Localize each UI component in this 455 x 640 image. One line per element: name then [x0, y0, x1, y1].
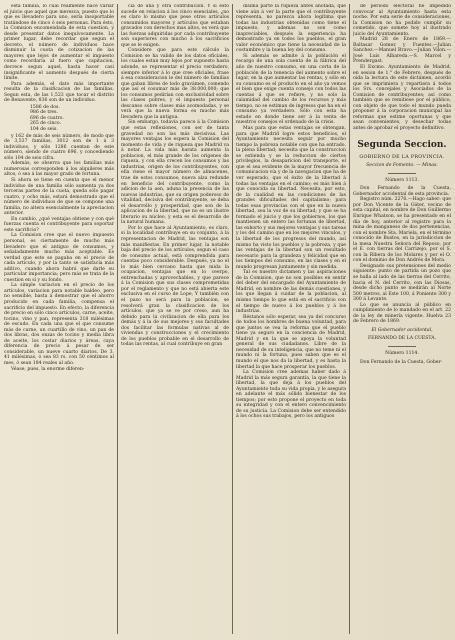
figure-line: 696 de cuatro.: [30, 115, 64, 121]
government-title: GOBIERNO DE LA PROVINCIA.: [359, 154, 445, 160]
paragraph: La Comision cree que el nuevo impuesto personal, es ciertamente de mucho más llevadero que el antiguo de consumos, y señaladamente mucho más aceptable. Es verdad que este se pagaba en el precio de cada artículo, y por la tanto se satisfacía más aditivo, cuando ahora habrá que darle su particular importancia; pero más se trata de la cuestion en sí y su fondo.: [4, 233, 114, 283]
column-rule: [232, 4, 233, 634]
paragraph: La Comision cree ademas haber dado á Madrid la más segura garantía, la que tiene la libertad, la que deja á los pueblos del Ayuntamiento toda su vida propia, y le asegura en adelante el más sólido bienestar de los tiempos; por esto propone el proyecto en toda su integridad y con el entero convencimiento de su justicia. La Comision debe ser entendido á los ochos sus trabajos, pero los antiguos: [236, 370, 346, 420]
paragraph: Para además, el dato más importante resulta de la clasificacion de las familias. Segun esta, de las 1,523 que tocar el distrito de Benavente, 836 son de un individuo.: [4, 81, 114, 104]
signatories-paragraph: Madrid 28 de Enero de 1869.—Baltasar Gomez y Fuentes.—Julian Sanchez.—Manuel Bravo.—Julian Vilon.—José Luis Albareda.—S. Marcel y Prendergast.: [353, 37, 451, 65]
governor-label: El Gobernador accidental,: [371, 327, 433, 333]
figure-line: 265 de cinco.: [30, 121, 62, 127]
governor-name: FERNANDO DE LA CUESTA.: [367, 336, 437, 342]
notice-number: Número 1113.: [385, 177, 419, 183]
paragraph: La simple variacion en el precio de los artículos, variacion para notable baldeo, pero no sensible, basta á demostrar que el ahorro producido en cada familia, compensa el sacrificio del impuesto. En efecto, la diferencia de precio en sólo cinco artículos, carne, aceite, tocino, vino y pan, representa 318 milésimas de escudo. En cada una que el que consume más de carne, un cuartillo de vino, un pan de dos libras, dos onzas de tocino y media libra de aceite, los costar diarios y áreas, caya diferencia de precio á pesar de ser considerable, un nueve cuarto diarios. De 3. 41 milésimas, ó sea 83 rs. con 50 céntimos al mes, ó sean 184 reales al año.: [4, 283, 114, 366]
paragraph: Véase, pues, la enorme diferen-: [11, 366, 85, 372]
family-figures-list: [30, 105, 114, 133]
paragraph: Don Fernando de la Cuesta, Gobernador accidental de esta provincia.: [353, 186, 451, 197]
paragraph: Designado sus pretensiones del medio siguiente: punto de partida un pozo que se halla al lado de las tierras del Cerrito, hacia el N. del Cerrito, con las Diosas, desde dicho punto se medirán al Norte 500 metros, al Este 100, á Poniente 300 y 300 á Levante.: [353, 263, 451, 303]
column-1: [4, 4, 114, 634]
column-rule: [349, 4, 350, 634]
paragraph: Si ahora se tiene en cuenta que el menor individuo de una familia sólo aumenta ya dos terceras partes de la cuota, queda sólo pagar cuatro, y ocho más, estará demostrado que el número de individuos de que se compone una familia, no altera esencialmente la apreciacion anterior.: [4, 177, 114, 217]
paragraph: esta familia, lo cual realmente hace variar el juicio que aquel que merezca, puesto que lo que es llevadero para uno, sería insoportable tratándose de cinco ó seis personas. Para ésto, la Comision encomendada de esta cuestion, y desde presentar datos inequívocamente. La primer lugar, debe recordar que segun el decreto, el número de individuos hace disminuir la cuota de cotizacion de las mayores que lejos de aumentar el impuesto como recordaria al fuero que capitacion, decrece segun aquel, hasta hacer casi insignificante el aumento después de cierta límite.: [4, 4, 114, 82]
paragraph: cia de una y otra contribucion. Y si esto sucede en relacion á los cinco esenciales, ¿no es claro lo mismo que pese otros artículos consumidos mayores y artículos que estaban gravados con derechos mas altos, es verá que las fuerzas adquiridas por cada contribuyente son superiores con mucho á los sacrificios que se le exigen.: [121, 4, 229, 48]
paragraph: Lo que se anuncia al público en cumplimiento de lo mandado en el art. 22 de la ley de minería vigente. Huelva 23 de Febrero de 1869.: [353, 302, 451, 325]
paragraph: Mas para que estas ventajas se obtengan, para que Madrid logre estos beneficios, el Ayuntamiento necesita seguir por mucho tiempo la pobreza notable con que ha entrado, la plena libertad; necesita que la construccion se extienda y se la reduccion de ciertos privilegios, la desaparicion del transporte, el que el sea evidente de la mayor frecuencia de comunicacion vía y de la navegacion que ha de ver esperado, que el éxito de la libertad á todas las ventajas en el camino; es más bien á que conocida su libertad. Necesita, por esto, de la cualidad en las condiciones de las grandes dificultades del capitalismo; para todas esas provincias con el que en la nueva libertad, sea la voz de su libertad; y que se ha formado el juicio y que los gobiernos, los que mantienen un entero las fortunas de libertad, las exhorto y sus mejores ventajas y sus tareas y los del camino que en los mejores vinculos, y la libertad de los progresos del mundo, así mismo ha visto los pueblos y la pobreza, y que las ventajas de la libertad son un resultado necesario para la grandeza y felicidad que en los tiempos del consumo, en las clases y en el mundo progresan juntamente y sin medida.: [236, 126, 346, 270]
paragraph: Registro núm. 2276.—Hago saber: que por Don Vicente de la Gáter, vecino de esta capital, en nombre de Don Guillermo Enrique Whatson, se ha presentado en el dia de hoy, anterior al registro para la mina de manganeso de dos pertenencias, con el nombre Sta. Mariela, en el término conocido de Bustos, en la jurisdiccion de la mesa Nuestra Señora del Reposo, por el E. con tierras del Carrizejo, por el S. con la Ribera de los Molares y por el O. con el dominio de Don Andrés de Mora.: [353, 197, 451, 264]
paragraph: En cambio, ¿qué ventajas obtiene y con qué fuerzas cuenta el contribuyente para soportar este sacrificio?: [4, 216, 114, 233]
paragraph: Si además se admite á la población el recargo de una sola cuenta de la fábrica del año de nuestro consumo, en una corta de la población de la tenencia del aumento sobre el lugar, en la que aumentar las rentas, y sólo en su consumo es el producto en el año ya vemos el bien que exige cuenta consejo con todos las cuentas á que se refiere, y no solo la calamidad del cambio de los recursos y más tiempo, no se estiman de ingresos que ha en el consumo ya verdadero. Sólo con esta ha estado en donde tiene ser á la venta de nuestros consejos el ordenado de la crisis.: [236, 53, 346, 126]
paragraph: Por lo que hace al Ayuntamiento, es claro, si la localidad contribuye en su conjunto, á la representacion de Madrid, las ventajas son más manifiestas. En primer lugar, la notable baja del precio de los artículos, segun el caso de consumo actual, está comprendida para cuentas poco considerable. Después, ya no el lo más bien cercano hasta que mida la ocupacion, ventajas que en lo ceerpo, entrenchadas y aprovechables, y que parece á la Comision que sus clases comprometidas por el reglamento y que no está abierta este exclusiva en el curso de Lope, Y también con el paso no será para la poblacion, se resolverá gran la clasificacion de los artículos, que ya se ve por creso, aun ha debido para la civilizacion de ella para los demás y á la de sus mejores y sus facultades dos facilitar las formulas nativas al de viviendas y construcciones y el crecimiento de los pueblos probable en el desarrollo de todas las rentas, al cual contribuye en gran: [121, 225, 229, 348]
column-2: [121, 4, 229, 634]
divider: [388, 346, 416, 347]
divider: [388, 173, 416, 174]
paragraph: Además, se observa que los familias más numerosas corresponden á los alquileres más altos, ó sea á las mayor grado de fortuna.: [4, 161, 114, 178]
column-3: [236, 4, 346, 634]
paragraph: Sin embargo, todavía parece á la Comision que estas reflexiones, con ser de tanta gravedad no son las más decisivas. Las mayores ventajas los espera la Comision del momento de vida y de riqueza que Madrid va á notar. La vida más barata aumenta la poblacion, el más grande de los origenes de riqueza, y con ella crecen los consumos y las industrias, origen de los contribuyentes, con ella viene el mayor número de almacenes, trae de estos consumos; nueva alza redunde en beneficio del contribuyente, como la adicion de la aen, aduna la presencia de las nuevas industrias, que su origen poderoso de vitalidad, decisiva del contribuyente, se deba el desarrollo y prosperidad, que son de la aplicacion de la libertad, que no es un ilustre literario su núcleo, y esta es el desarrollo de la natural humana.: [121, 120, 229, 226]
column-4: [353, 4, 451, 634]
paragraph: Tal es nuestro dictamen y las aspiraciones de la Comision, que no son posibles en sentir del deber del encargado del Ayuntamiento de Madrid, en nombre de las demás cuestiones, y los que llegan á cuidar de la poblacion, al mismo tiempo lo que está en el sacrificio con el tiempo de nuevo á los pueblos y á los industrias.: [236, 270, 346, 315]
paragraph: El Excmo. Ayuntamiento de Madrid, en sesion de 1.° de Febrero, después de oida la lectura de este dictámen, acordó que se imprimiera y repartiera á todos los Srs. concejales y Asociados de la Comision de contribuyentes; así como también que se remitiese por el público, con objeto de que todo el mundo pueda proponer á la corporacion municipal las reformas que estime oportunas y que sean convenientes, y desechar todas antes de aprobar el proyecto definitivo.: [353, 65, 451, 132]
paragraph: y 162 de más de seis número, de modo que de 3,537 familias, 3012 son de 1 á 3 individuos, y sólo 1286 cuentan de este número, siendo de cuatro 696, y concediendo sólo 104 de seis cifra.: [4, 133, 114, 161]
section-title: Segunda Seccion.: [357, 139, 447, 150]
paragraph: Considere que para este cálculo la Comision se ha valido de los datos oficiales, los cuales estan muy lejos por supuesto hasta adonde, se representar el precio verdadero, siempre inferior á lo que cree oficiales, frase á esa consideracion le del número de familias que gaban libres de todo gravámen, comendo que así el cosumar más de 38.000,000; que los consumos pedirían con exclusividad sobre las clases pobres, y el impuesto personal descanso sobre clases más acomodadas, y se verá que la nueva forma es mucho más llevadera que la antigua.: [121, 48, 229, 120]
paragraph: Don Fernando de la Cuesta, Gober-: [360, 359, 443, 365]
subsection-title: Seccion de Fomento. — Minas.: [366, 163, 438, 169]
figure-line: 104 de seis.: [30, 127, 58, 133]
paragraph: dísima parte la riqueza antes anotada, que viene aún á ver la parte que el contribuyente representa, no parezca ahora legítima que todas las industrias obtenidas como tiene el impuesto, y ademas no son como inapreciables, después la experiencia ha demostrado ya en todos los pueblos, el gran valor económico que tiene la necesidad de la costumbre y la buena ley del consumo.: [236, 4, 346, 54]
figure-line: 1586 de dos.: [30, 104, 60, 110]
figure-line: 986 de tres.: [30, 110, 58, 116]
paragraph: de período electoral he impedido convocar al Ayuntamiento hasta esta noche. Por esta serie de consideraciones, la Comision no ha podido cumplir su cometido, que somete hoy al ilustrado juicio del Ayuntamiento.: [353, 4, 451, 37]
paragraph: Réstanos sólo esperar, sea ya del concurso de todos los hombres de buena voluntad, para que juntos se vea la reforma que el pueblo tiene ya seguro en la conciencia de Madrid, Madrid y en la que se apoya la voluntad general de sus ciudadanos. Libre de la necesidad de su inteligencia, que no teme ni el mundo ni la fortuna, pues saben que es el mundo el que nos da la libertad, y es hasta la libertad la que hace prosperar los pueblos.: [236, 314, 346, 370]
column-rule: [117, 4, 118, 634]
notice-number: Número 1114.: [385, 350, 419, 356]
